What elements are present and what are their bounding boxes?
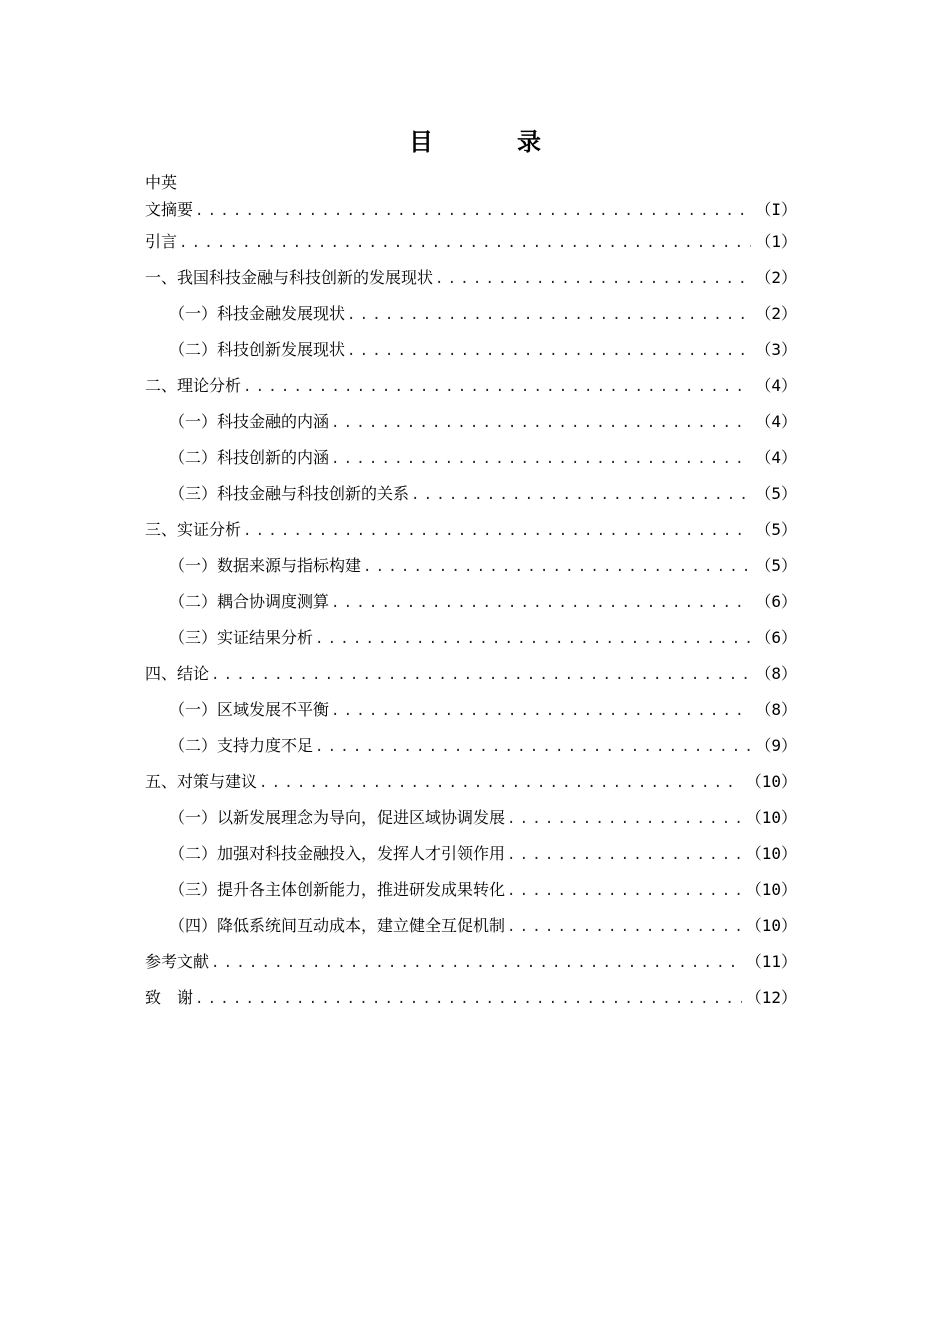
toc-entry-page-number: （12） — [745, 988, 797, 1007]
toc-entry[interactable] — [145, 584, 797, 620]
dot-leader — [507, 873, 742, 909]
toc-entry[interactable] — [145, 944, 797, 980]
toc-entry-page-number: （5） — [755, 484, 797, 503]
toc-entry-title: 二、理论分析 — [145, 376, 242, 395]
toc-entry-title: （二）科技创新的内涵 — [169, 448, 330, 467]
toc-entry-page-number: （5） — [755, 520, 797, 539]
dot-leader — [507, 909, 742, 945]
dot-leader — [195, 981, 742, 1017]
toc-entry-title: （一）科技金融发展现状 — [169, 304, 346, 323]
toc-entry-page-number: （4） — [755, 376, 797, 395]
toc-entry[interactable] — [145, 368, 797, 404]
dot-leader — [507, 837, 742, 873]
toc-entry-title: （一）数据来源与指标构建 — [169, 556, 362, 575]
toc-entry[interactable] — [145, 296, 797, 332]
dot-leader — [315, 621, 751, 657]
toc-entry-page-number: （9） — [755, 736, 797, 755]
toc-entry-page-number: （4） — [755, 412, 797, 431]
toc-entry-page-number: （11） — [745, 952, 797, 971]
dot-leader — [411, 477, 751, 513]
dot-leader — [243, 369, 751, 405]
dot-leader — [211, 945, 742, 981]
toc-entry-title: （三）提升各主体创新能力，推进研发成果转化 — [169, 880, 506, 899]
dot-leader — [363, 549, 751, 585]
toc-entry-title: 五、对策与建议 — [145, 772, 258, 791]
dot-leader — [507, 801, 742, 837]
toc-entry[interactable] — [145, 764, 797, 800]
toc-entry-title: 文摘要 — [145, 200, 194, 219]
toc-entry[interactable] — [145, 800, 797, 836]
toc-entry-page-number: （10） — [745, 880, 797, 899]
toc-entry[interactable] — [145, 872, 797, 908]
toc-entry-title: 一、我国科技金融与科技创新的发展现状 — [145, 268, 434, 287]
toc-entry[interactable] — [145, 224, 797, 260]
toc-entry[interactable] — [145, 692, 797, 728]
toc-entry-title: （二）科技创新发展现状 — [169, 340, 346, 359]
dot-leader — [331, 693, 751, 729]
toc-entry-page-number: （8） — [755, 700, 797, 719]
toc-entry-title: （二）耦合协调度测算 — [169, 592, 330, 611]
toc-entry[interactable] — [145, 980, 797, 1016]
toc-entry-page-number: （10） — [745, 772, 797, 791]
toc-entry[interactable] — [145, 196, 797, 224]
toc-entry-title: （一）以新发展理念为导向，促进区域协调发展 — [169, 808, 506, 827]
toc-entry[interactable] — [145, 440, 797, 476]
toc-entry-title: （一）科技金融的内涵 — [169, 412, 330, 431]
dot-leader — [435, 261, 751, 297]
dot-leader — [243, 513, 751, 549]
toc-entry-page-number: （5） — [755, 556, 797, 575]
dot-leader — [315, 729, 751, 765]
toc-entry-page-number: （10） — [745, 844, 797, 863]
toc-entry-title: 参考文献 — [145, 952, 210, 971]
toc-entry-page-number: （2） — [755, 304, 797, 323]
toc-entry-title: 引言 — [145, 232, 178, 251]
toc-entry-title: （三）实证结果分析 — [169, 628, 314, 647]
toc-entry[interactable] — [145, 620, 797, 656]
toc-entry[interactable] — [145, 728, 797, 764]
toc-entry[interactable] — [145, 548, 797, 584]
toc-entry-title: 致 谢 — [145, 988, 194, 1007]
toc-entry-page-number: （6） — [755, 592, 797, 611]
dot-leader — [179, 225, 751, 261]
toc-entry[interactable] — [145, 512, 797, 548]
toc-entry[interactable] — [145, 404, 797, 440]
toc-entry[interactable] — [145, 476, 797, 512]
toc-entry-page-number: （I） — [755, 200, 797, 219]
toc-entry[interactable] — [145, 260, 797, 296]
toc-entry-title: （二）加强对科技金融投入，发挥人才引领作用 — [169, 844, 506, 863]
toc-entry[interactable] — [145, 656, 797, 692]
toc-entry-prefix: 中英 — [145, 173, 178, 192]
toc-list — [145, 170, 797, 1016]
toc-entry-title: 四、结论 — [145, 664, 210, 683]
dot-leader — [331, 441, 751, 477]
dot-leader — [347, 333, 751, 369]
toc-entry[interactable] — [145, 908, 797, 944]
toc-entry-page-number: （1） — [755, 232, 797, 251]
dot-leader — [211, 657, 751, 693]
toc-title: 目 录 — [409, 128, 571, 156]
toc-entry-page-number: （6） — [755, 628, 797, 647]
toc-rows — [145, 196, 797, 1016]
toc-entry-page-number: （10） — [745, 916, 797, 935]
toc-entry-title: （一）区域发展不平衡 — [169, 700, 330, 719]
toc-entry-page-number: （8） — [755, 664, 797, 683]
toc-entry-page-number: （10） — [745, 808, 797, 827]
dot-leader — [331, 405, 751, 441]
toc-entry-title: 三、实证分析 — [145, 520, 242, 539]
dot-leader — [195, 197, 751, 225]
toc-entry-title: （二）支持力度不足 — [169, 736, 314, 755]
toc-entry[interactable] — [145, 332, 797, 368]
toc-entry-page-number: （4） — [755, 448, 797, 467]
toc-entry-title: （三）科技金融与科技创新的关系 — [169, 484, 410, 503]
dot-leader — [331, 585, 751, 621]
dot-leader — [347, 297, 751, 333]
toc-entry-page-number: （2） — [755, 268, 797, 287]
toc-entry-page-number: （3） — [755, 340, 797, 359]
toc-entry-title: （四）降低系统间互动成本，建立健全互促机制 — [169, 916, 506, 935]
dot-leader — [259, 765, 742, 801]
toc-entry[interactable] — [145, 836, 797, 872]
